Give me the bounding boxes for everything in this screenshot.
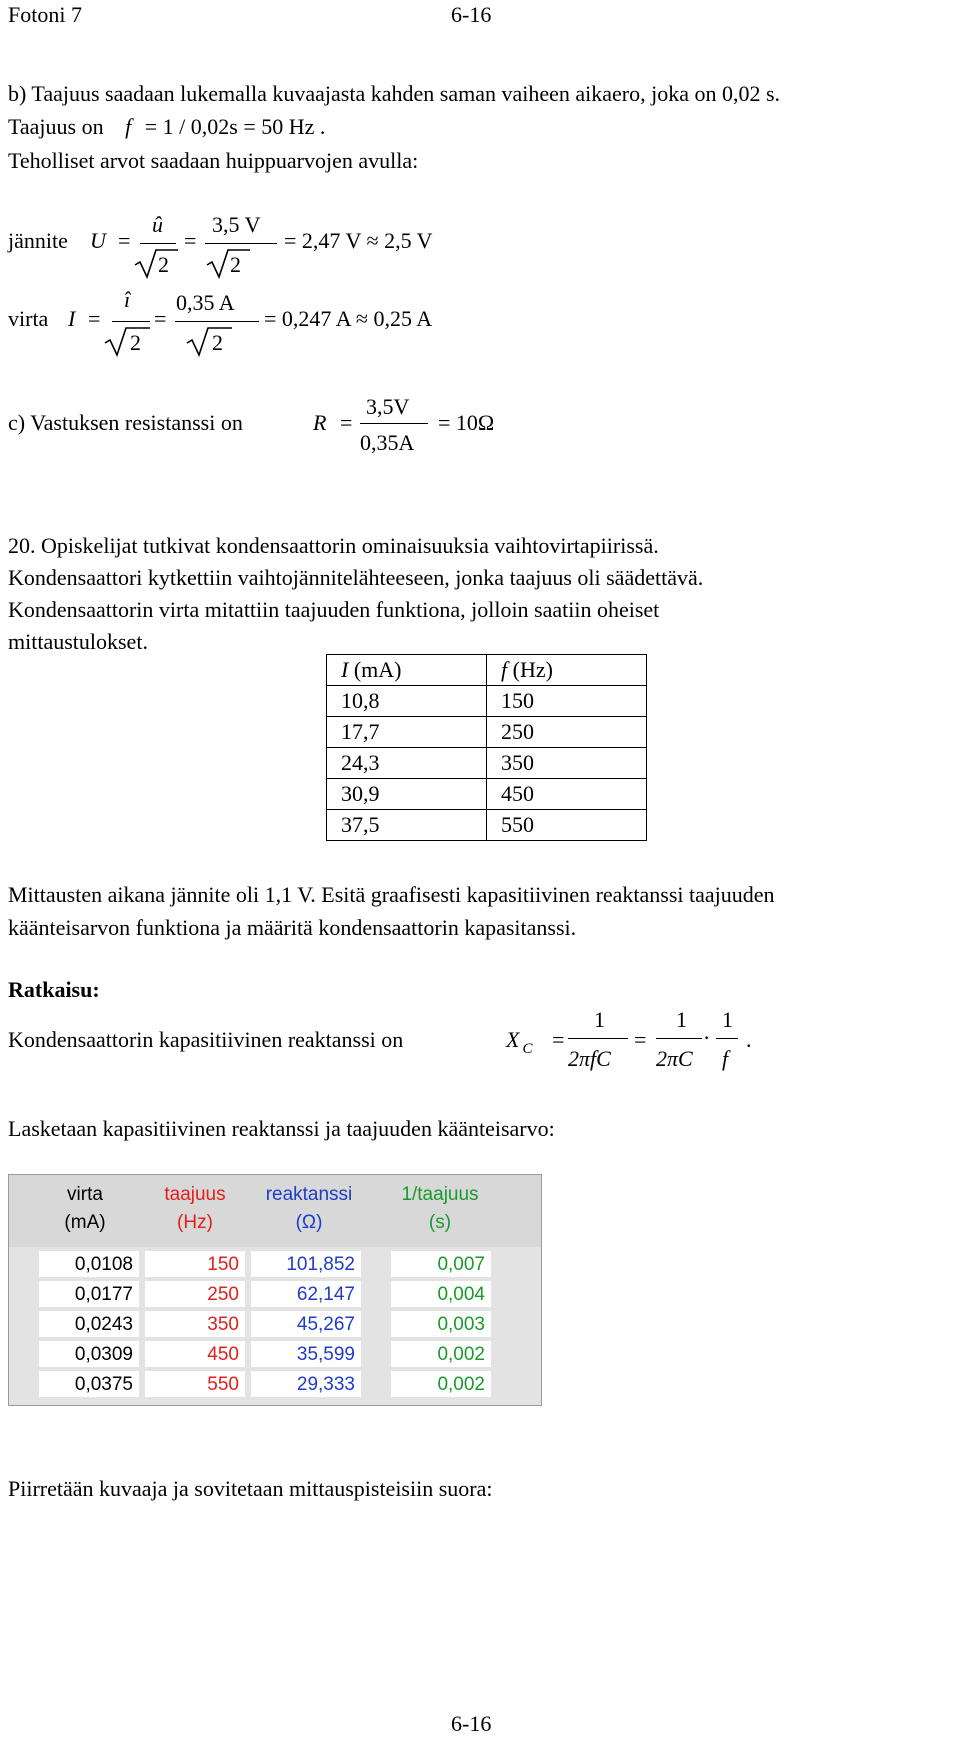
header-title: Fotoni 7 (8, 2, 82, 27)
sqrt-symbol-icon (104, 326, 150, 358)
spreadsheet-cell: 29,333 (251, 1371, 361, 1397)
table-row (327, 686, 647, 717)
table-row (327, 717, 647, 748)
sqrt-symbol-icon (186, 326, 232, 358)
spreadsheet-cell: 45,267 (251, 1311, 361, 1337)
table-cell: 350 (487, 748, 647, 779)
sqrt-symbol-icon (134, 248, 178, 280)
current-symbol: I (68, 306, 76, 331)
table-cell: 250 (487, 717, 647, 748)
resistance-fraction-bar (360, 423, 428, 424)
part-b-frequency-prefix: Taajuus on (8, 114, 104, 139)
task-20-line-2: Kondensaattori kytkettiin vaihtojännitelähteeseen, jonka taajuus oli säädettävä. (8, 565, 704, 590)
measurement-table (326, 654, 647, 841)
voltage-label: jännite (8, 228, 68, 253)
solution-heading: Ratkaisu: (8, 977, 100, 1002)
task-20-line-3: Kondensaattorin virta mitattiin taajuuden funktiona, jolloin saatiin oheiset (8, 597, 660, 622)
spreadsheet-cell: 0,002 (391, 1371, 491, 1397)
task-20-line-1: 20. Opiskelijat tutkivat kondensaattorin ominaisuuksia vaihtovirtapiirissä. (8, 533, 659, 558)
footer-page-number: 6-16 (451, 1711, 492, 1736)
part-b-line-1: b) Taajuus saadaan lukemalla kuvaajasta kahden saman vaiheen aikaero, joka on 0,02 s. (8, 81, 781, 106)
reactance-equals-2: = (634, 1027, 647, 1052)
current-fraction-bar-1 (112, 321, 150, 322)
resistance-result: = 10Ω (438, 410, 495, 435)
task-20-after-line-1: Mittausten aikana jännite oli 1,1 V. Esitä graafisesti kapasitiivinen reaktanssi taajuuden (8, 882, 775, 907)
spreadsheet-row (9, 1249, 541, 1279)
part-c-prefix: c) Vastuksen resistanssi on (8, 410, 243, 435)
plot-line: Piirretään kuvaaja ja sovitetaan mittauspisteisiin suora: (8, 1476, 493, 1501)
spreadsheet-row (9, 1369, 541, 1399)
task-20-line-4: mittaustulokset. (8, 629, 148, 654)
reactance-frac3-denominator: f (722, 1046, 729, 1071)
spreadsheet-header-current: virta (mA) (64, 1184, 106, 1233)
reactance-end: . (746, 1027, 752, 1052)
spreadsheet-row (9, 1339, 541, 1369)
current-denominator-1: 2 (130, 330, 141, 355)
current-fraction-bar-2 (175, 321, 259, 322)
table-row (327, 779, 647, 810)
table-cell: 30,9 (327, 779, 487, 810)
spreadsheet-cell: 0,0375 (39, 1371, 139, 1397)
spreadsheet-cell: 150 (145, 1251, 245, 1277)
spreadsheet-cell: 450 (145, 1341, 245, 1367)
spreadsheet-header-frequency: taajuus (Hz) (164, 1184, 226, 1233)
reactance-frac1-bar (568, 1038, 628, 1039)
spreadsheet-cell: 350 (145, 1311, 245, 1337)
voltage-symbol: U (90, 228, 106, 253)
spreadsheet-cell: 0,0177 (39, 1281, 139, 1307)
table-cell: 450 (487, 779, 647, 810)
spreadsheet-cell: 0,0309 (39, 1341, 139, 1367)
spreadsheet-header-inverse-frequency: 1/taajuus (s) (401, 1184, 479, 1233)
spreadsheet-header (9, 1175, 541, 1247)
spreadsheet-row (9, 1309, 541, 1339)
reactance-symbol: X $_C$ (506, 1027, 533, 1057)
current-result: = 0,247 A ≈ 0,25 A (264, 306, 433, 331)
current-numerator-value: 0,35 A (176, 290, 235, 315)
table-cell: 24,3 (327, 748, 487, 779)
table-header-frequency: f (Hz) (487, 655, 647, 686)
spreadsheet-cell: 250 (145, 1281, 245, 1307)
spreadsheet-cell: 0,0108 (39, 1251, 139, 1277)
reactance-dot: · (703, 1025, 711, 1050)
voltage-result: = 2,47 V ≈ 2,5 V (284, 228, 433, 253)
table-cell: 150 (487, 686, 647, 717)
spreadsheet-cell: 0,004 (391, 1281, 491, 1307)
spreadsheet-cell: 101,852 (251, 1251, 361, 1277)
reactance-frac2-numerator: 1 (676, 1007, 687, 1032)
reactance-frac2-denominator: 2πC (656, 1046, 693, 1071)
voltage-fraction-bar-2 (205, 243, 277, 244)
table-cell: 17,7 (327, 717, 487, 748)
resistance-symbol: R (313, 410, 327, 435)
reactance-frac2-bar (656, 1038, 702, 1039)
calc-line: Lasketaan kapasitiivinen reaktanssi ja taajuuden käänteisarvo: (8, 1116, 555, 1141)
resistance-equals: = (340, 410, 353, 435)
reactance-frac3-bar (716, 1038, 738, 1039)
spreadsheet-cell: 35,599 (251, 1341, 361, 1367)
table-row (327, 810, 647, 841)
task-20-after-line-2: käänteisarvon funktiona ja määritä kondensaattorin kapasitanssi. (8, 915, 577, 940)
spreadsheet-cell: 0,003 (391, 1311, 491, 1337)
reactance-equals: = (552, 1027, 565, 1052)
table-header-row (327, 655, 647, 686)
reactance-prefix: Kondensaattorin kapasitiivinen reaktanssi on (8, 1027, 404, 1052)
voltage-denominator-2: 2 (230, 252, 241, 277)
part-b-line-2 (8, 116, 325, 138)
current-equals: = (88, 306, 101, 331)
spreadsheet-cell: 550 (145, 1371, 245, 1397)
spreadsheet-header-reactance: reaktanssi (Ω) (265, 1184, 353, 1233)
voltage-equals: = (118, 228, 131, 253)
part-b-frequency-symbol: f (125, 114, 132, 139)
spreadsheet-cell: 0,007 (391, 1251, 491, 1277)
table-cell: 550 (487, 810, 647, 841)
voltage-equals-2: = (184, 228, 197, 253)
spreadsheet (8, 1174, 542, 1406)
sqrt-symbol-icon (206, 248, 250, 280)
table-row (327, 748, 647, 779)
voltage-numerator-value: 3,5 V (212, 212, 261, 237)
resistance-numerator: 3,5V (366, 394, 410, 419)
reactance-frac1-denominator: 2πfC (568, 1046, 611, 1071)
reactance-frac3-numerator: 1 (722, 1007, 733, 1032)
current-equals-2: = (154, 306, 167, 331)
spreadsheet-cell: 0,002 (391, 1341, 491, 1367)
current-denominator-2: 2 (212, 330, 223, 355)
reactance-frac1-numerator: 1 (594, 1007, 605, 1032)
table-cell: 10,8 (327, 686, 487, 717)
spreadsheet-row (9, 1279, 541, 1309)
spreadsheet-cell: 0,0243 (39, 1311, 139, 1337)
voltage-hat-symbol: û (152, 212, 163, 237)
header-page-number: 6-16 (451, 2, 492, 27)
table-cell: 37,5 (327, 810, 487, 841)
table-header-current: I (mA) (327, 655, 487, 686)
resistance-denominator: 0,35A (360, 430, 415, 455)
current-hat-symbol: î (124, 287, 131, 312)
spreadsheet-cell: 62,147 (251, 1281, 361, 1307)
voltage-denominator-1: 2 (158, 252, 169, 277)
part-b-line-3: Teholliset arvot saadaan huippuarvojen avulla: (8, 148, 419, 173)
part-b-frequency-formula: = 1 / 0,02s = 50 Hz . (144, 114, 326, 139)
voltage-fraction-bar-1 (140, 243, 176, 244)
current-label: virta (8, 306, 49, 331)
